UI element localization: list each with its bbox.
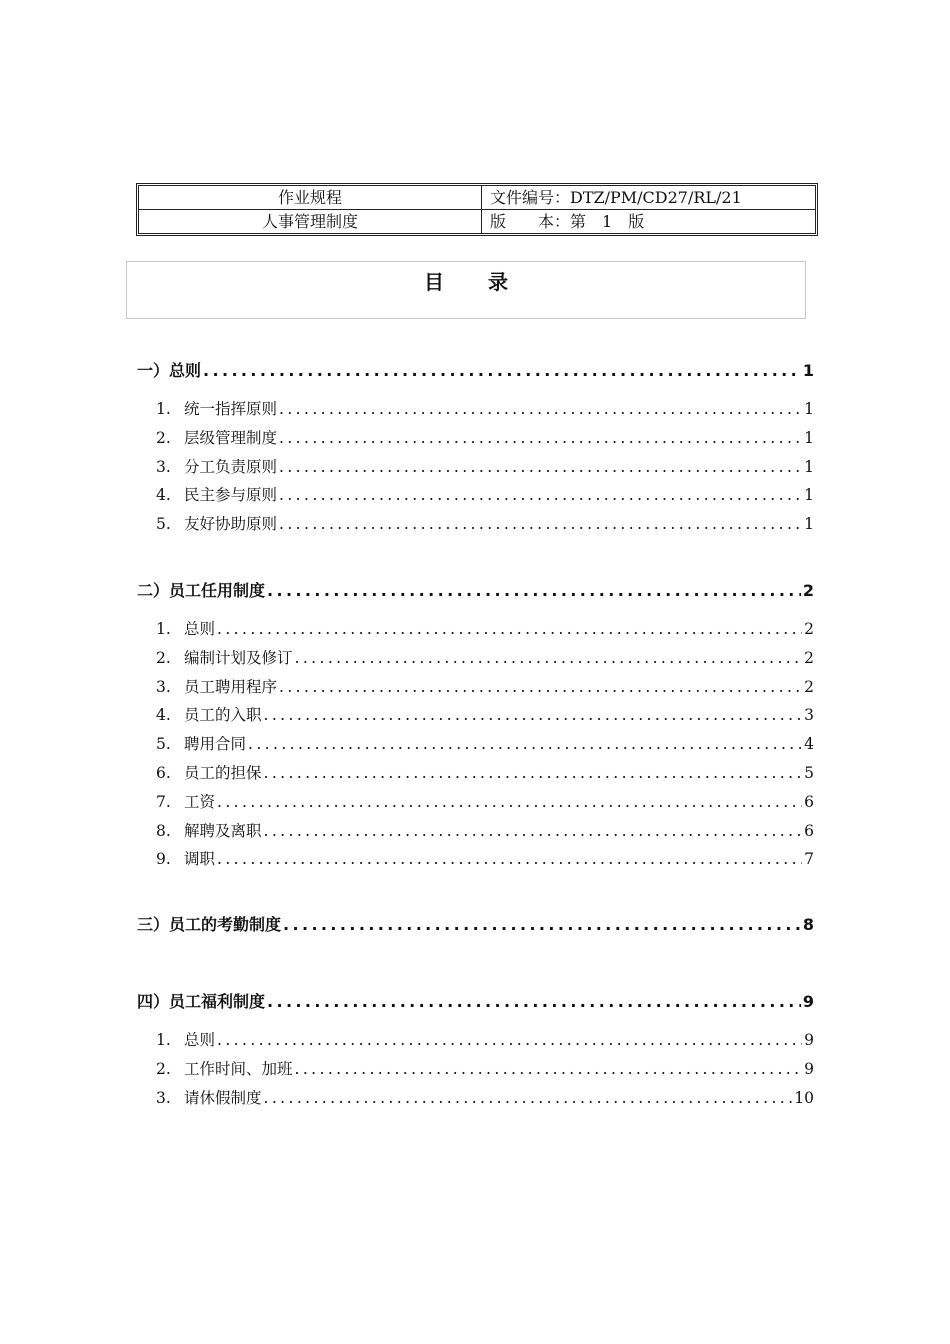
header-row-1 (139, 186, 815, 209)
toc-item[interactable] (137, 1057, 814, 1081)
toc-leader-dots (295, 1057, 803, 1081)
toc-leader-dots (264, 761, 803, 785)
header-row-2 (139, 209, 815, 233)
toc-item[interactable] (137, 512, 814, 536)
toc-leader-dots (283, 913, 801, 937)
toc-item[interactable] (137, 790, 814, 814)
toc-item[interactable] (137, 675, 814, 699)
item-number: 9. (156, 850, 171, 869)
toc-page-number: 4 (804, 735, 814, 754)
toc-entry-label (137, 990, 265, 1014)
item-title: 工资 (184, 792, 216, 811)
toc-page-number: 1 (804, 428, 814, 447)
item-title: 编制计划及修订 (184, 648, 293, 667)
toc-item[interactable] (137, 703, 814, 727)
toc-leader-dots (279, 455, 802, 479)
toc-entry-label (137, 359, 201, 383)
toc-entry-label (156, 847, 215, 871)
item-number: 4. (156, 486, 171, 505)
item-title: 工作时间、加班 (184, 1059, 293, 1078)
item-number: 6. (156, 764, 171, 782)
toc-item[interactable] (137, 1028, 814, 1052)
item-title: 民主参与原则 (184, 486, 278, 505)
toc-page-number: 3 (804, 706, 814, 725)
toc-page-number: 8 (802, 915, 814, 934)
toc-leader-dots (267, 990, 801, 1014)
toc-leader-dots (279, 675, 802, 699)
toc-page-number: 6 (804, 821, 814, 840)
toc-page-number: 1 (804, 400, 814, 418)
toc-leader-dots (217, 1028, 802, 1052)
toc-page-number: 9 (804, 1059, 814, 1078)
item-number: 2. (156, 428, 171, 447)
item-number: 8. (156, 821, 171, 840)
toc-leader-dots (279, 483, 802, 507)
file-number-cell: 文件编号：DTZ/PM/CD27/RL/21 (490, 188, 742, 207)
item-number: 2. (156, 1059, 171, 1078)
item-title: 总则 (184, 1031, 216, 1049)
toc-page-number: 1 (802, 361, 814, 380)
toc-section-4[interactable] (137, 990, 814, 1014)
toc-entry-label (156, 1028, 215, 1052)
toc-entry-label (156, 790, 215, 814)
toc-leader-dots (267, 579, 801, 603)
toc-entry-label (156, 1057, 293, 1081)
toc-entry-label (156, 617, 215, 641)
item-number: 3. (156, 1088, 171, 1107)
item-number: 1. (156, 620, 171, 638)
item-title: 员工的入职 (184, 706, 262, 725)
item-title: 总则 (184, 620, 216, 638)
item-number: 7. (156, 792, 171, 811)
toc-item[interactable] (137, 397, 814, 421)
toc-item[interactable] (137, 483, 814, 507)
toc-entry-label (156, 512, 277, 536)
toc-entry-label (156, 483, 277, 507)
toc-leader-dots (217, 847, 802, 871)
item-title: 层级管理制度 (184, 428, 278, 447)
toc-item[interactable] (137, 732, 814, 756)
toc-item[interactable] (137, 761, 814, 785)
item-number: 2. (156, 648, 171, 667)
toc-page-number: 1 (804, 457, 814, 476)
item-number: 1. (156, 400, 171, 418)
item-title: 统一指挥原则 (184, 400, 278, 418)
doc-title-cell: 人事管理制度 (139, 210, 482, 233)
item-title: 解聘及离职 (184, 821, 262, 840)
toc-page-number: 2 (804, 648, 814, 667)
section-title: 三）员工的考勤制度 (137, 915, 282, 934)
toc-item[interactable] (137, 819, 814, 843)
toc-page-number: 2 (804, 677, 814, 696)
toc-title: 目录 (424, 270, 552, 294)
toc-entry-label (137, 913, 281, 937)
toc-entry-label (156, 646, 293, 670)
toc-item[interactable] (137, 617, 814, 641)
toc-leader-dots (217, 617, 802, 641)
toc-page-number: 9 (804, 1031, 814, 1049)
item-title: 友好协助原则 (184, 515, 278, 534)
item-title: 员工聘用程序 (184, 677, 278, 696)
toc-leader-dots (295, 646, 803, 670)
toc-page-number: 10 (794, 1088, 814, 1107)
toc-page-number: 6 (804, 792, 814, 811)
toc-item[interactable] (137, 455, 814, 479)
toc-section-3[interactable] (137, 913, 814, 937)
toc-entry-label (156, 703, 262, 727)
toc-item[interactable] (137, 1086, 814, 1110)
toc-leader-dots (279, 512, 802, 536)
toc-title-box (126, 261, 806, 319)
toc-entry-label (137, 579, 265, 603)
toc-leader-dots (203, 359, 801, 383)
toc-leader-dots (264, 703, 803, 727)
toc-page-number: 2 (804, 620, 814, 638)
section-title: 一）总则 (137, 361, 202, 380)
toc-leader-dots (279, 397, 802, 421)
doc-type-cell: 作业规程 (139, 186, 482, 209)
toc-entry-label (156, 732, 246, 756)
item-number: 5. (156, 515, 171, 534)
item-number: 3. (156, 677, 171, 696)
toc-leader-dots (248, 732, 802, 756)
toc-item[interactable] (137, 646, 814, 670)
item-title: 聘用合同 (184, 735, 247, 754)
item-title: 员工的担保 (184, 764, 262, 782)
toc-entry-label (156, 819, 262, 843)
item-title: 调职 (184, 850, 216, 869)
toc-item[interactable] (137, 847, 814, 871)
toc-leader-dots (264, 1086, 793, 1110)
toc-entry-label (156, 397, 277, 421)
toc-section-2[interactable] (137, 579, 814, 603)
item-number: 3. (156, 457, 171, 476)
section-title: 四）员工福利制度 (137, 992, 266, 1011)
toc-page-number: 7 (804, 850, 814, 869)
item-title: 请休假制度 (184, 1088, 262, 1107)
toc-leader-dots (217, 790, 802, 814)
toc-page-number: 1 (804, 515, 814, 534)
item-number: 1. (156, 1031, 171, 1049)
toc-leader-dots (279, 426, 802, 450)
toc-page-number: 2 (802, 581, 814, 600)
document-header-table (136, 183, 818, 236)
toc-leader-dots (264, 819, 803, 843)
item-title: 分工负责原则 (184, 457, 278, 476)
toc-entry-label (156, 761, 262, 785)
toc-page-number: 5 (804, 764, 814, 782)
toc-item[interactable] (137, 426, 814, 450)
toc-entry-label (156, 1086, 262, 1110)
toc-entry-label (156, 426, 277, 450)
toc-entry-label (156, 675, 277, 699)
toc-page-number: 1 (804, 486, 814, 505)
section-title: 二）员工任用制度 (137, 581, 266, 600)
toc-entry-label (156, 455, 277, 479)
item-number: 4. (156, 706, 171, 725)
toc-page-number: 9 (802, 992, 814, 1011)
version-cell (482, 210, 644, 233)
toc-section-1[interactable] (137, 359, 814, 383)
item-number: 5. (156, 735, 171, 754)
version-label: 版 本： (490, 212, 571, 231)
version-value: 第 1 版 (570, 212, 645, 231)
